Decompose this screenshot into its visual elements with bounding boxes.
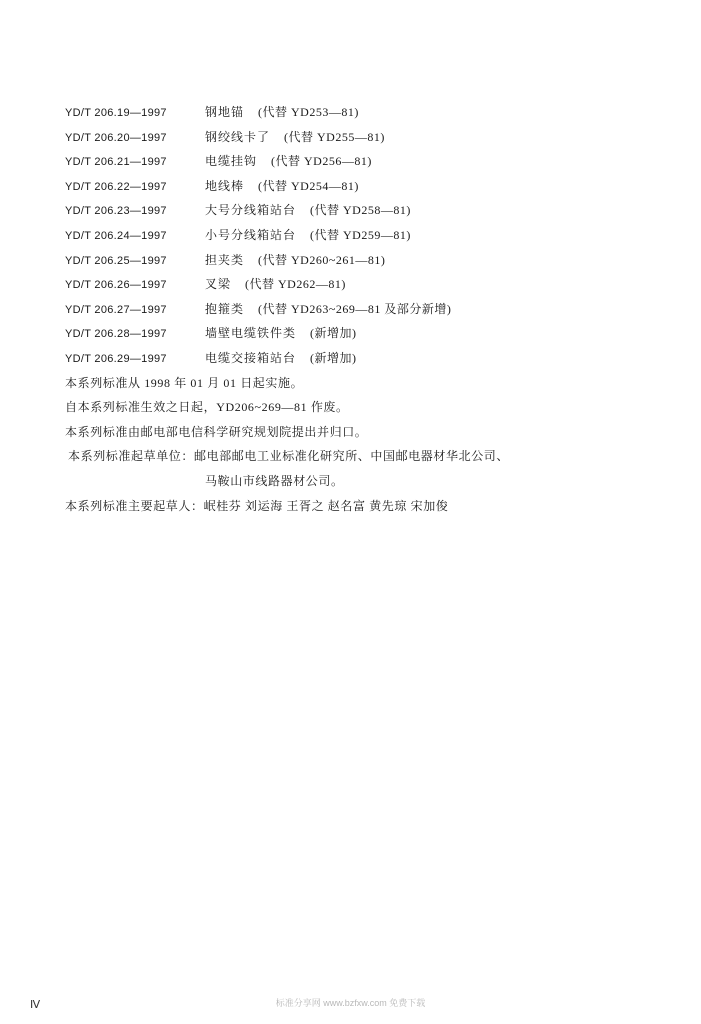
standard-note: (代替 YD262—81) [245,277,346,292]
drafters-statement: 本系列标准主要起草人：岷桂芬 刘运海 王胥之 赵名富 黄先琼 宋加俊 [65,498,449,513]
watermark: 标准分享网 www.bzfxw.com 免费下载 [275,998,426,1008]
standard-note: (代替 YD259—81) [310,227,411,242]
standard-code: YD/T 206.22—1997 [65,180,167,193]
standard-title: 大号分线箱站台 [205,203,297,218]
standard-code: YD/T 206.26—1997 [65,279,167,292]
proposed-by-statement: 本系列标准由邮电部电信科学研究规划院提出并归口。 [65,424,368,439]
standard-note: (代替 YD258—81) [310,203,411,218]
standard-code: YD/T 206.19—1997 [65,107,167,119]
standard-title: 电缆交接箱站台 [205,350,297,365]
standard-note: (代替 YD254—81) [258,178,359,193]
standard-row [65,198,665,223]
standard-title: 地线棒 [205,178,245,193]
page-number: Ⅳ [30,999,41,1011]
standard-note: (代替 YD253—81) [258,105,359,119]
standard-title: 钢地锚 [205,105,245,119]
standard-row [65,346,665,371]
standard-code: YD/T 206.24—1997 [65,229,167,242]
standard-code: YD/T 206.27—1997 [65,303,167,316]
standard-note: (代替 YD260~261—81) [258,252,386,267]
standard-title: 墙壁电缆铁件类 [205,326,297,341]
standard-row [65,297,665,322]
standard-note: (新增加) [310,350,357,365]
standard-code: YD/T 206.21—1997 [65,156,167,169]
effective-date-statement: 本系列标准从 1998 年 01 月 01 日起实施。 [65,375,304,390]
standard-note: (代替 YD255—81) [284,129,385,144]
standard-row [65,321,665,346]
standard-code: YD/T 206.28—1997 [65,328,167,341]
standard-title: 小号分线箱站台 [205,227,297,242]
standard-row [65,100,665,125]
drafting-units-continuation: 马鞍山市线路器材公司。 [205,473,344,488]
standard-code: YD/T 206.25—1997 [65,254,167,267]
standard-code: YD/T 206.20—1997 [65,131,167,144]
document-body [65,100,665,518]
standard-code: YD/T 206.23—1997 [65,205,167,218]
standard-title: 电缆挂钩 [205,154,258,169]
standard-note: (新增加) [310,326,357,341]
standard-title: 钢绞线卡了 [205,129,271,144]
standard-row [65,272,665,297]
standard-row [65,174,665,199]
standard-code: YD/T 206.29—1997 [65,352,167,365]
standard-title: 叉梁 [205,277,232,292]
standard-title: 抱箍类 [205,301,245,316]
standard-row [65,149,665,174]
standard-row [65,248,665,273]
standard-row [65,223,665,248]
standard-title: 担夹类 [205,252,245,267]
standard-note: (代替 YD263~269—81 及部分新增) [258,301,452,316]
drafting-units-statement: 本系列标准起草单位：邮电部邮电工业标准化研究所、中国邮电器材华北公司、 [68,449,510,464]
standard-row [65,125,665,150]
standard-note: (代替 YD256—81) [271,154,372,169]
superseded-statement: 自本系列标准生效之日起，YD206~269—81 作废。 [65,400,349,415]
